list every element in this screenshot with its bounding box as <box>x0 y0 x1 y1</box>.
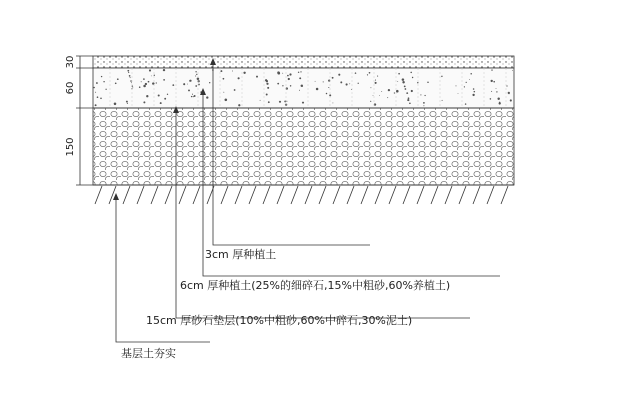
subgrade-hatching <box>95 186 508 204</box>
arrow-subgrade <box>113 193 119 200</box>
label-subgrade: 基层土夯实 <box>121 347 176 360</box>
layer-top-soil <box>93 56 514 68</box>
dim-label-base: 150 <box>65 137 76 157</box>
dim-label-top: 30 <box>65 55 76 69</box>
label-mixed-layer: 6cm 厚种植土(25%的细碎石,15%中粗砂,60%养植土) <box>180 279 451 292</box>
label-gravel-layer: 15cm 厚砂石垫层(10%中粗砂,60%中碎石,30%泥土) <box>146 314 413 327</box>
dimension-line <box>76 56 93 185</box>
layer-gravel <box>93 108 514 185</box>
dim-label-middle: 60 <box>65 81 76 95</box>
label-planting-soil: 3cm 厚种植土 <box>205 248 277 261</box>
